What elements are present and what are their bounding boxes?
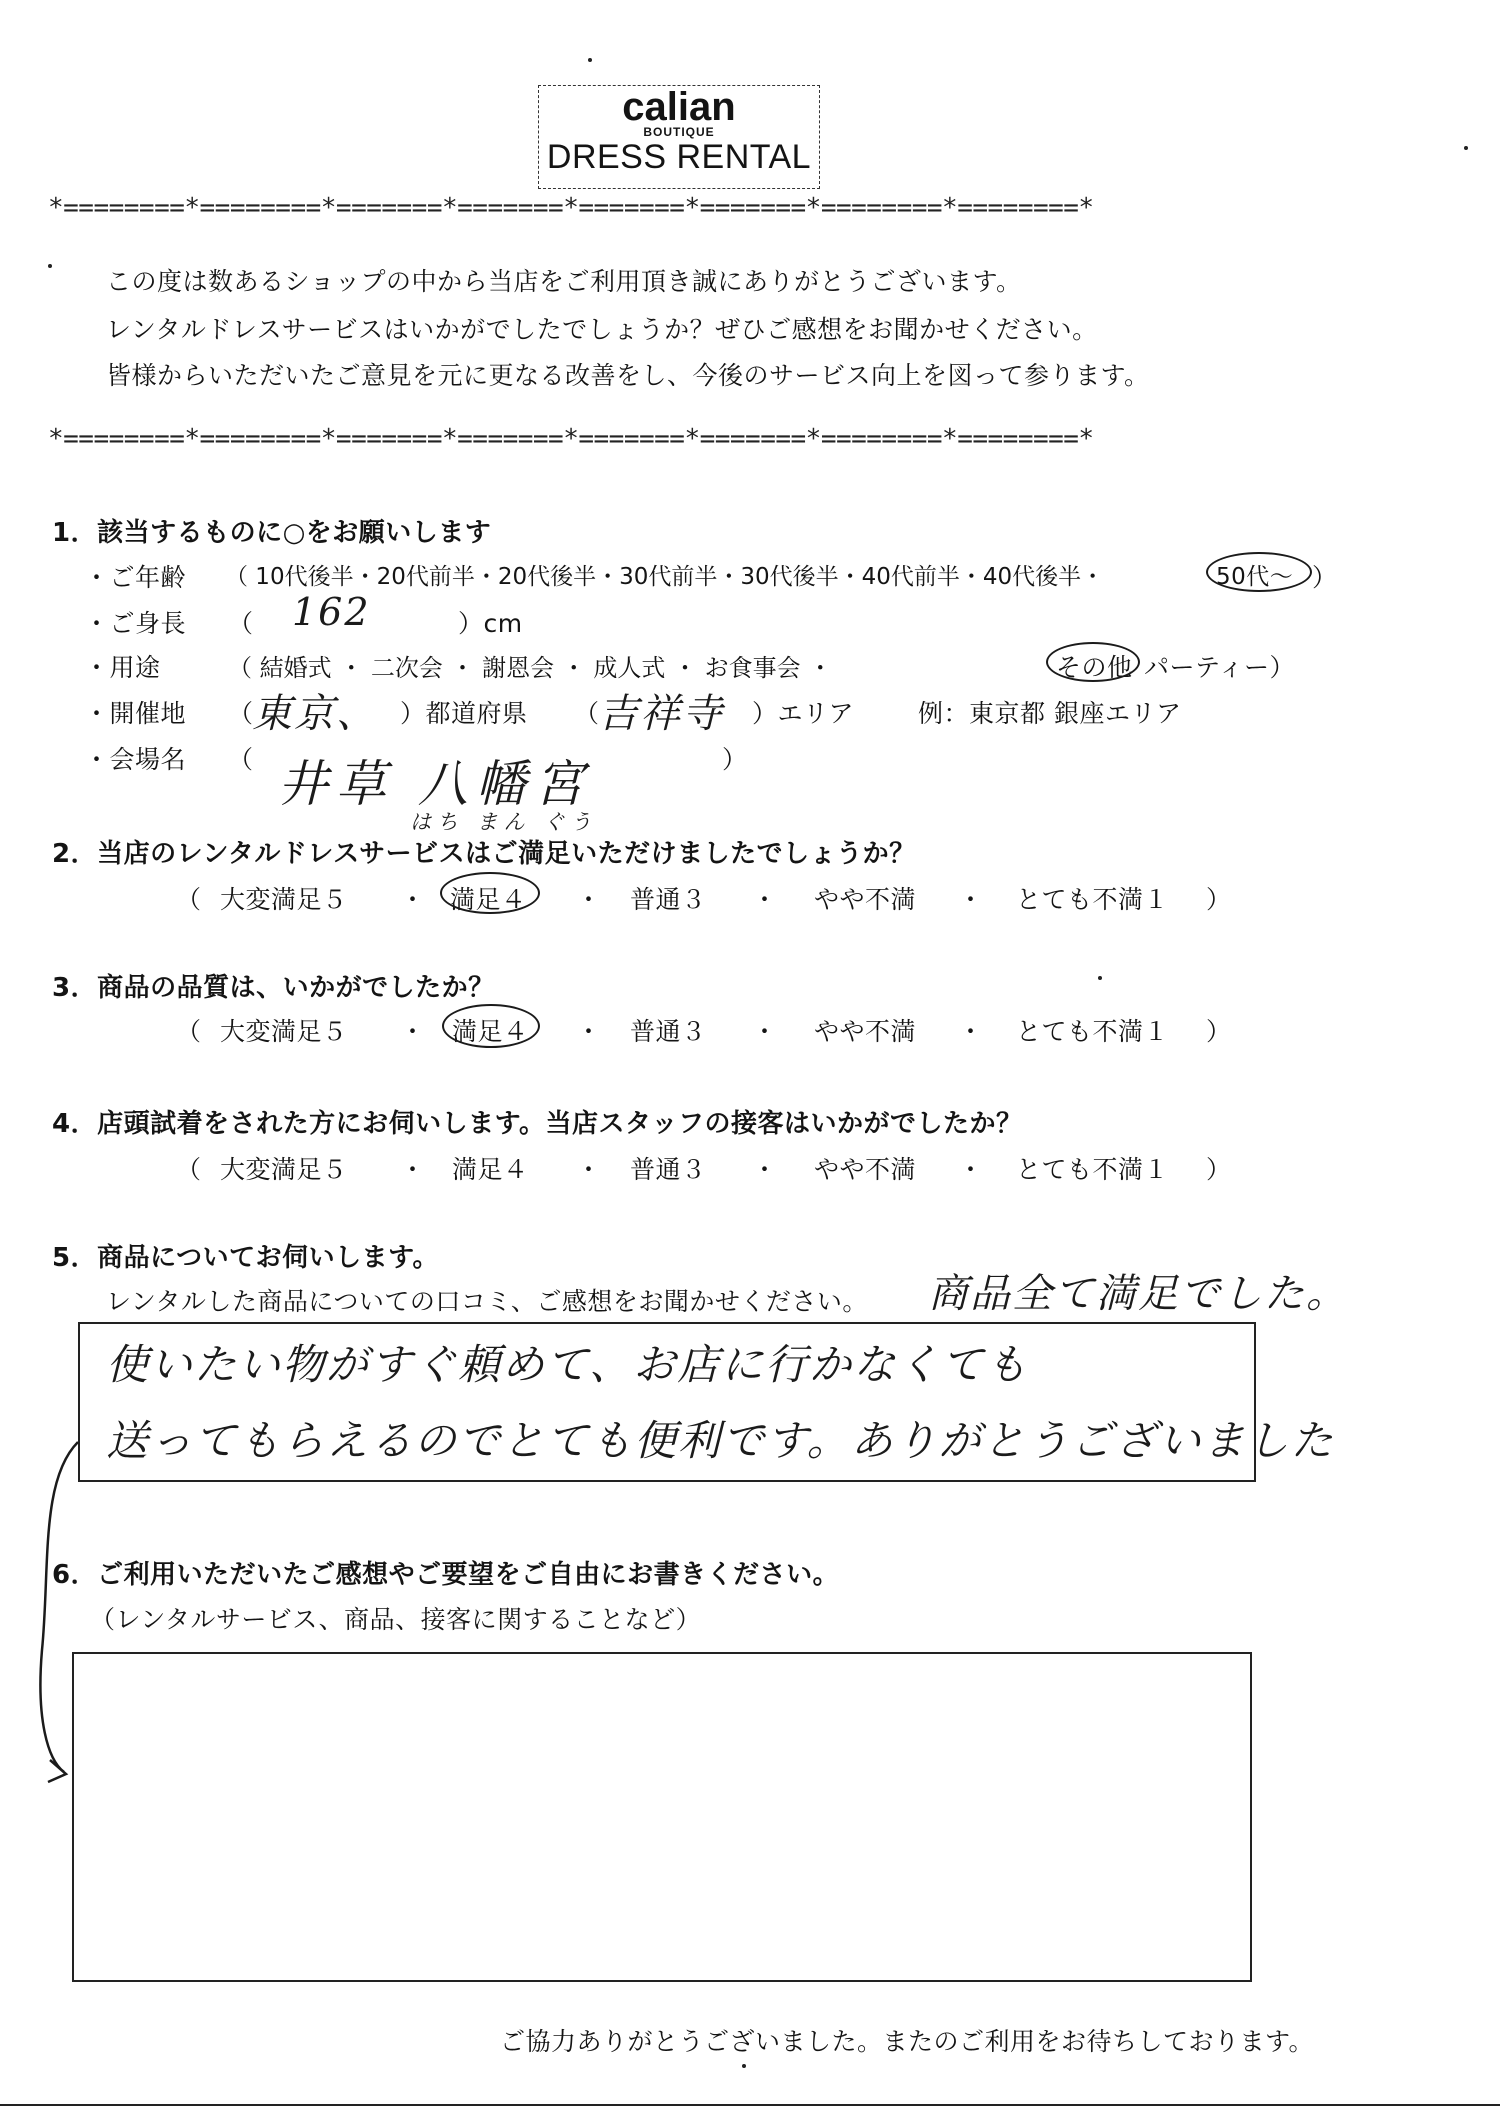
logo bbox=[538, 85, 820, 189]
q4-close: ） bbox=[1206, 1155, 1232, 1184]
q3-title: 3．商品の品質は、いかがでしたか？ bbox=[52, 973, 495, 1003]
intro-line-1: この度は数あるショップの中から当店をご利用頂き誠にありがとうございます。 bbox=[106, 267, 1022, 296]
scan-speck bbox=[742, 2064, 746, 2068]
q3-sep-4: ・ bbox=[958, 1017, 984, 1046]
purpose-suffix: パーティー） bbox=[1144, 653, 1296, 682]
q3-selected-circle bbox=[442, 1004, 540, 1048]
q4-sep-2: ・ bbox=[576, 1155, 602, 1184]
q2-sep-4: ・ bbox=[958, 885, 984, 914]
place-label: ・会場名 bbox=[84, 745, 187, 774]
q6-subtitle: （レンタルサービス、商品、接客に関することなど） bbox=[90, 1605, 702, 1634]
q4-option-3: 普通３ bbox=[630, 1155, 707, 1184]
venue-pref-label: ）都道府県 bbox=[400, 699, 528, 728]
q2-option-4: やや不満 bbox=[814, 885, 917, 914]
q2-option-3: 普通３ bbox=[630, 885, 707, 914]
venue-example: 例：東京都 銀座エリア bbox=[918, 699, 1182, 728]
scan-speck bbox=[48, 264, 52, 268]
q5-answer-line-1: 使いたい物がすぐ頼めて、お店に行かなくても bbox=[106, 1340, 1030, 1389]
age-close: ） bbox=[1312, 563, 1338, 592]
q3-sep-2: ・ bbox=[576, 1017, 602, 1046]
purpose-selected-circle bbox=[1046, 642, 1140, 682]
place-close: ） bbox=[722, 745, 748, 774]
age-options: （ 10代後半・20代前半・20代後半・30代前半・30代後半・40代前半・40代後半・ bbox=[225, 564, 1105, 590]
place-open: （ bbox=[228, 745, 254, 774]
q4-option-2: 満足４ bbox=[452, 1155, 529, 1184]
q5-answer-line-2: 送ってもらえるのでとても便利です。ありがとうございました bbox=[106, 1416, 1335, 1465]
q2-sep-1: ・ bbox=[400, 885, 426, 914]
q2-open: （ bbox=[176, 885, 202, 914]
q1-title: 1．該当するものに○をお願いします bbox=[52, 518, 492, 548]
q3-option-5: とても不満１ bbox=[1016, 1017, 1170, 1046]
q5-note: 商品全て満足でした。 bbox=[928, 1271, 1348, 1317]
scan-speck bbox=[1098, 976, 1102, 980]
q5-prompt: レンタルした商品についての口コミ、ご感想をお聞かせください。 bbox=[106, 1287, 868, 1316]
q6-title: 6．ご利用いただいたご感想やご要望をご自由にお書きください。 bbox=[52, 1560, 840, 1590]
venue-label: ・開催地 bbox=[84, 699, 187, 728]
q4-option-4: やや不満 bbox=[814, 1155, 917, 1184]
scan-speck bbox=[1464, 146, 1468, 150]
q2-selected-circle bbox=[440, 872, 540, 914]
q5-title: 5．商品についてお伺いします。 bbox=[52, 1243, 439, 1273]
place-value: 井草 八幡宮 bbox=[278, 755, 592, 813]
q2-sep-3: ・ bbox=[752, 885, 778, 914]
venue-area-label: ）エリア bbox=[752, 699, 855, 728]
venue-open: （ bbox=[228, 699, 254, 728]
q4-sep-3: ・ bbox=[752, 1155, 778, 1184]
height-unit: ）cm bbox=[458, 609, 523, 638]
purpose-selected: その他 bbox=[1056, 653, 1133, 682]
purpose-options: （ 結婚式 ・ 二次会 ・ 謝恩会 ・ 成人式 ・ お食事会 ・ bbox=[228, 654, 833, 682]
q2-close: ） bbox=[1206, 885, 1232, 914]
intro-line-3: 皆様からいただいたご意見を元に更なる改善をし、今後のサービス向上を図って参ります。 bbox=[106, 361, 1150, 390]
q4-open: （ bbox=[176, 1155, 202, 1184]
logo-brand: calian bbox=[622, 85, 736, 129]
height-label: ・ご身長 bbox=[84, 609, 187, 638]
q4-sep-1: ・ bbox=[400, 1155, 426, 1184]
divider-top: *========*========*=======*=======*=======*=======*========*========* bbox=[48, 193, 1094, 223]
intro-line-2: レンタルドレスサービスはいかがでしたでしょうか？ぜひご感想をお聞かせください。 bbox=[106, 315, 1098, 344]
q4-sep-4: ・ bbox=[958, 1155, 984, 1184]
q3-sep-3: ・ bbox=[752, 1017, 778, 1046]
bottom-rule bbox=[0, 2104, 1500, 2106]
age-label: ・ご年齢 bbox=[84, 563, 187, 592]
height-value: 162 bbox=[292, 590, 371, 634]
venue-area-open: （ bbox=[574, 699, 600, 728]
q4-option-5: とても不満１ bbox=[1016, 1155, 1170, 1184]
scan-speck bbox=[588, 58, 592, 62]
q4-option-1: 大変満足５ bbox=[220, 1155, 348, 1184]
q2-title: 2．当店のレンタルドレスサービスはご満足いただけましたでしょうか？ bbox=[52, 839, 916, 869]
height-open: （ bbox=[228, 609, 254, 638]
logo-sub: BOUTIQUE bbox=[643, 125, 715, 139]
q2-option-5: とても不満１ bbox=[1016, 885, 1170, 914]
footer-message: ご協力ありがとうございました。またのご利用をお待ちしております。 bbox=[500, 2027, 1315, 2056]
age-selected-circle bbox=[1206, 552, 1312, 592]
q3-option-3: 普通３ bbox=[630, 1017, 707, 1046]
q4-title: 4．店頭試着をされた方にお伺いします。当店スタッフの接客はいかがでしたか？ bbox=[52, 1109, 1023, 1139]
q2-option-1: 大変満足５ bbox=[220, 885, 348, 914]
q2-option-2: 満足４ bbox=[450, 885, 527, 914]
q3-option-2: 満足４ bbox=[452, 1017, 529, 1046]
purpose-label: ・用途 bbox=[84, 653, 161, 682]
q3-sep-1: ・ bbox=[400, 1017, 426, 1046]
q2-sep-2: ・ bbox=[576, 885, 602, 914]
q3-close: ） bbox=[1206, 1017, 1232, 1046]
divider-bottom: *========*========*=======*=======*=======*=======*========*========* bbox=[48, 424, 1094, 454]
q3-option-1: 大変満足５ bbox=[220, 1017, 348, 1046]
age-selected: 50代〜 bbox=[1216, 564, 1294, 590]
place-furigana: はち まん ぐう bbox=[410, 810, 598, 834]
q6-answer-box bbox=[72, 1652, 1252, 1982]
q3-option-4: やや不満 bbox=[814, 1017, 917, 1046]
q3-open: （ bbox=[176, 1017, 202, 1046]
logo-main: DRESS RENTAL bbox=[546, 138, 812, 176]
venue-area-value: 吉祥寺 bbox=[598, 691, 724, 737]
venue-pref-value: 東京、 bbox=[252, 691, 378, 737]
q5-answer-box bbox=[78, 1322, 1335, 1482]
